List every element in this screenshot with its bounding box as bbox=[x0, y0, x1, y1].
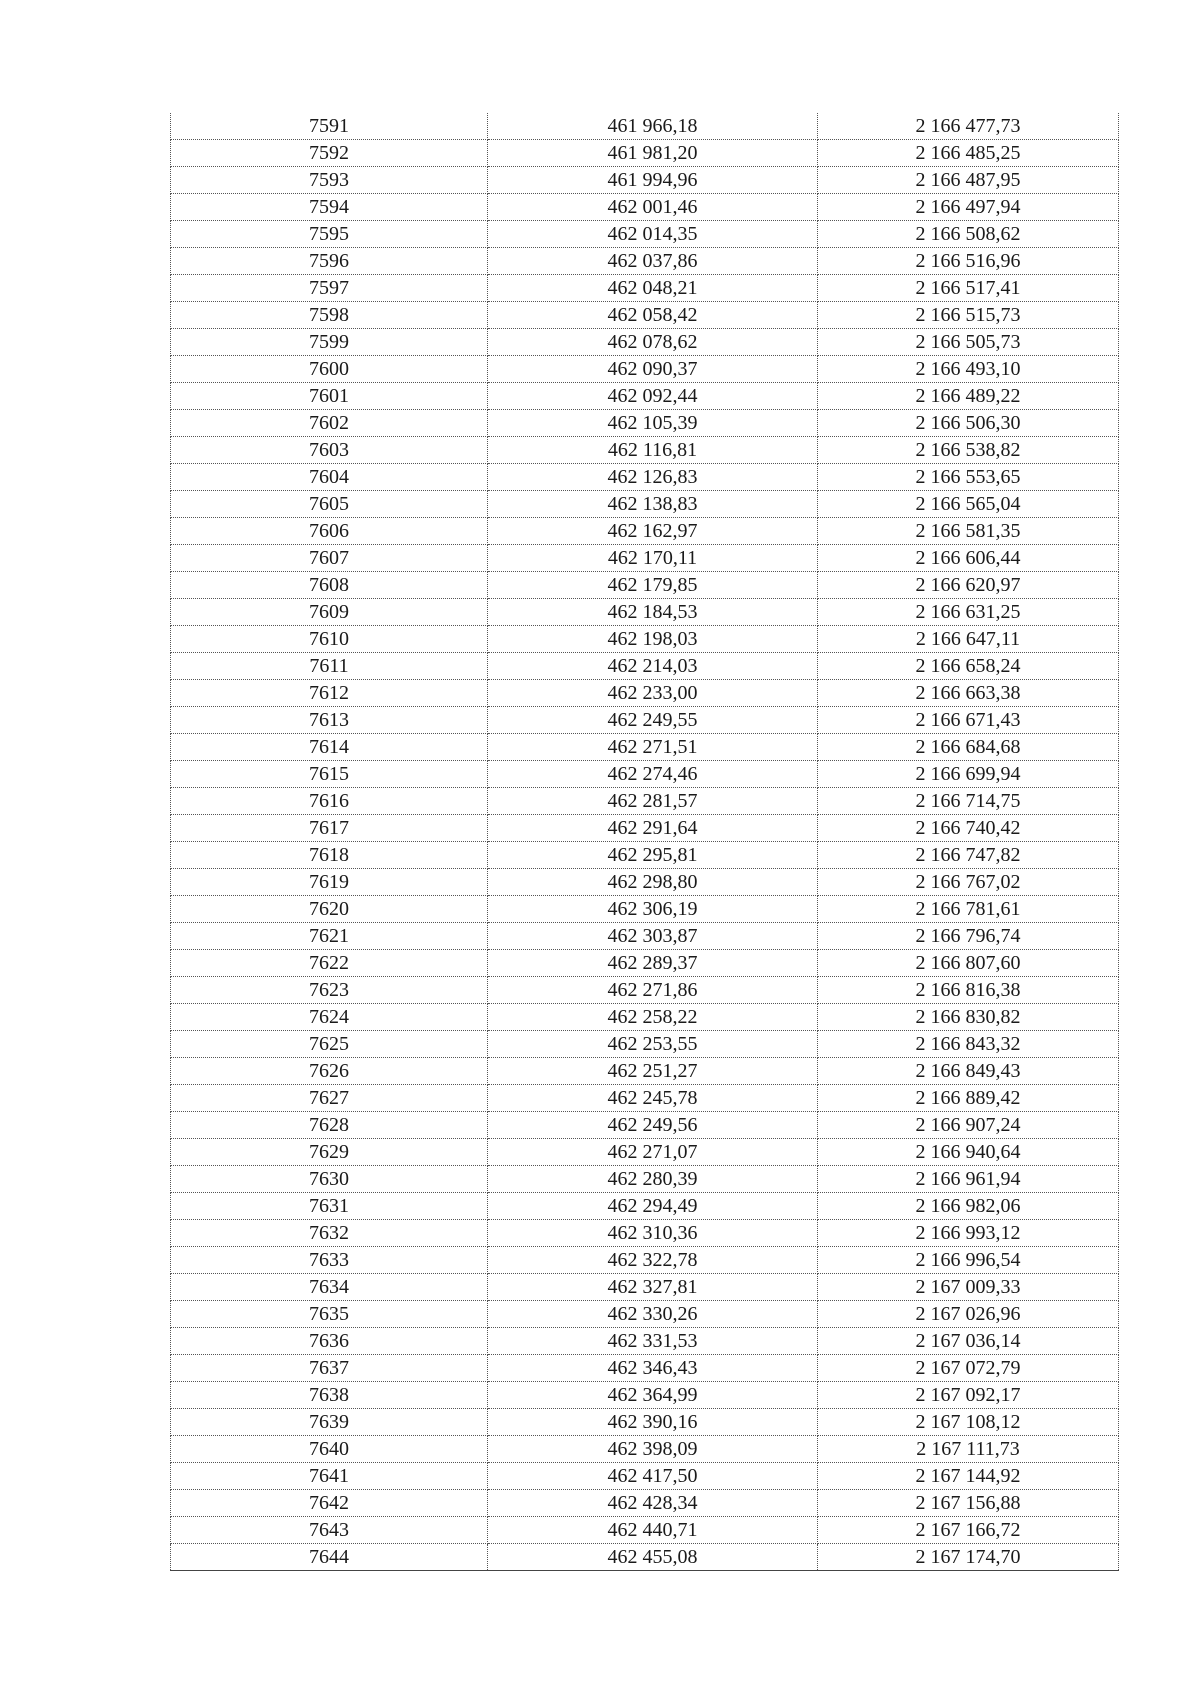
point-number-cell: 7644 bbox=[171, 1544, 488, 1571]
x-coordinate-cell: 462 331,53 bbox=[488, 1328, 818, 1355]
y-coordinate-cell: 2 166 489,22 bbox=[818, 383, 1119, 410]
table-row bbox=[171, 140, 1119, 167]
point-number-cell: 7618 bbox=[171, 842, 488, 869]
y-coordinate-cell: 2 166 671,43 bbox=[818, 707, 1119, 734]
point-number-cell: 7634 bbox=[171, 1274, 488, 1301]
x-coordinate-cell: 462 037,86 bbox=[488, 248, 818, 275]
x-coordinate-cell: 462 014,35 bbox=[488, 221, 818, 248]
x-coordinate-cell: 462 058,42 bbox=[488, 302, 818, 329]
table-row bbox=[171, 302, 1119, 329]
point-number-cell: 7622 bbox=[171, 950, 488, 977]
y-coordinate-cell: 2 166 816,38 bbox=[818, 977, 1119, 1004]
table-row bbox=[171, 761, 1119, 788]
point-number-cell: 7605 bbox=[171, 491, 488, 518]
x-coordinate-cell: 462 310,36 bbox=[488, 1220, 818, 1247]
point-number-cell: 7593 bbox=[171, 167, 488, 194]
y-coordinate-cell: 2 166 516,96 bbox=[818, 248, 1119, 275]
point-number-cell: 7626 bbox=[171, 1058, 488, 1085]
table-row bbox=[171, 923, 1119, 950]
point-number-cell: 7630 bbox=[171, 1166, 488, 1193]
point-number-cell: 7606 bbox=[171, 518, 488, 545]
point-number-cell: 7614 bbox=[171, 734, 488, 761]
y-coordinate-cell: 2 166 565,04 bbox=[818, 491, 1119, 518]
table-row bbox=[171, 842, 1119, 869]
x-coordinate-cell: 462 417,50 bbox=[488, 1463, 818, 1490]
x-coordinate-cell: 462 258,22 bbox=[488, 1004, 818, 1031]
point-number-cell: 7591 bbox=[171, 113, 488, 140]
y-coordinate-cell: 2 166 631,25 bbox=[818, 599, 1119, 626]
point-number-cell: 7597 bbox=[171, 275, 488, 302]
y-coordinate-cell: 2 166 506,30 bbox=[818, 410, 1119, 437]
table-row bbox=[171, 1220, 1119, 1247]
x-coordinate-cell: 462 295,81 bbox=[488, 842, 818, 869]
y-coordinate-cell: 2 166 553,65 bbox=[818, 464, 1119, 491]
y-coordinate-cell: 2 167 144,92 bbox=[818, 1463, 1119, 1490]
table-row bbox=[171, 248, 1119, 275]
x-coordinate-cell: 462 001,46 bbox=[488, 194, 818, 221]
x-coordinate-cell: 462 271,07 bbox=[488, 1139, 818, 1166]
point-number-cell: 7627 bbox=[171, 1085, 488, 1112]
table-row bbox=[171, 1139, 1119, 1166]
point-number-cell: 7625 bbox=[171, 1031, 488, 1058]
point-number-cell: 7602 bbox=[171, 410, 488, 437]
x-coordinate-cell: 462 090,37 bbox=[488, 356, 818, 383]
x-coordinate-cell: 462 184,53 bbox=[488, 599, 818, 626]
x-coordinate-cell: 462 303,87 bbox=[488, 923, 818, 950]
x-coordinate-cell: 461 994,96 bbox=[488, 167, 818, 194]
table-row bbox=[171, 1409, 1119, 1436]
table-row bbox=[171, 1436, 1119, 1463]
y-coordinate-cell: 2 166 807,60 bbox=[818, 950, 1119, 977]
point-number-cell: 7638 bbox=[171, 1382, 488, 1409]
point-number-cell: 7642 bbox=[171, 1490, 488, 1517]
x-coordinate-cell: 462 198,03 bbox=[488, 626, 818, 653]
point-number-cell: 7596 bbox=[171, 248, 488, 275]
y-coordinate-cell: 2 166 781,61 bbox=[818, 896, 1119, 923]
y-coordinate-cell: 2 166 830,82 bbox=[818, 1004, 1119, 1031]
x-coordinate-cell: 462 327,81 bbox=[488, 1274, 818, 1301]
x-coordinate-cell: 462 330,26 bbox=[488, 1301, 818, 1328]
table-row bbox=[171, 491, 1119, 518]
point-number-cell: 7636 bbox=[171, 1328, 488, 1355]
x-coordinate-cell: 462 138,83 bbox=[488, 491, 818, 518]
table-row bbox=[171, 1517, 1119, 1544]
table-row bbox=[171, 1355, 1119, 1382]
point-number-cell: 7615 bbox=[171, 761, 488, 788]
point-number-cell: 7621 bbox=[171, 923, 488, 950]
table-row bbox=[171, 1085, 1119, 1112]
x-coordinate-cell: 462 048,21 bbox=[488, 275, 818, 302]
table-row bbox=[171, 221, 1119, 248]
y-coordinate-cell: 2 167 174,70 bbox=[818, 1544, 1119, 1571]
table-row bbox=[171, 707, 1119, 734]
y-coordinate-cell: 2 166 843,32 bbox=[818, 1031, 1119, 1058]
x-coordinate-cell: 462 291,64 bbox=[488, 815, 818, 842]
table-row bbox=[171, 1004, 1119, 1031]
table-row bbox=[171, 1247, 1119, 1274]
table-row bbox=[171, 680, 1119, 707]
table-row bbox=[171, 275, 1119, 302]
x-coordinate-cell: 462 179,85 bbox=[488, 572, 818, 599]
table-row bbox=[171, 437, 1119, 464]
x-coordinate-cell: 462 126,83 bbox=[488, 464, 818, 491]
point-number-cell: 7603 bbox=[171, 437, 488, 464]
table-row bbox=[171, 734, 1119, 761]
point-number-cell: 7613 bbox=[171, 707, 488, 734]
x-coordinate-cell: 461 966,18 bbox=[488, 113, 818, 140]
table-row bbox=[171, 1166, 1119, 1193]
x-coordinate-cell: 462 162,97 bbox=[488, 518, 818, 545]
table-row bbox=[171, 464, 1119, 491]
table-row bbox=[171, 167, 1119, 194]
x-coordinate-cell: 462 251,27 bbox=[488, 1058, 818, 1085]
table-row bbox=[171, 113, 1119, 140]
y-coordinate-cell: 2 166 505,73 bbox=[818, 329, 1119, 356]
table-row bbox=[171, 653, 1119, 680]
y-coordinate-cell: 2 167 092,17 bbox=[818, 1382, 1119, 1409]
x-coordinate-cell: 462 214,03 bbox=[488, 653, 818, 680]
x-coordinate-cell: 462 105,39 bbox=[488, 410, 818, 437]
table-row bbox=[171, 626, 1119, 653]
x-coordinate-cell: 462 398,09 bbox=[488, 1436, 818, 1463]
y-coordinate-cell: 2 166 961,94 bbox=[818, 1166, 1119, 1193]
y-coordinate-cell: 2 166 487,95 bbox=[818, 167, 1119, 194]
y-coordinate-cell: 2 167 166,72 bbox=[818, 1517, 1119, 1544]
x-coordinate-cell: 462 281,57 bbox=[488, 788, 818, 815]
table-row bbox=[171, 410, 1119, 437]
table-row bbox=[171, 1328, 1119, 1355]
y-coordinate-cell: 2 166 849,43 bbox=[818, 1058, 1119, 1085]
y-coordinate-cell: 2 167 108,12 bbox=[818, 1409, 1119, 1436]
y-coordinate-cell: 2 167 026,96 bbox=[818, 1301, 1119, 1328]
x-coordinate-cell: 462 092,44 bbox=[488, 383, 818, 410]
table-row bbox=[171, 1490, 1119, 1517]
point-number-cell: 7637 bbox=[171, 1355, 488, 1382]
table-row bbox=[171, 815, 1119, 842]
table-row bbox=[171, 977, 1119, 1004]
y-coordinate-cell: 2 167 072,79 bbox=[818, 1355, 1119, 1382]
x-coordinate-cell: 462 271,86 bbox=[488, 977, 818, 1004]
table-row bbox=[171, 869, 1119, 896]
y-coordinate-cell: 2 166 993,12 bbox=[818, 1220, 1119, 1247]
y-coordinate-cell: 2 166 517,41 bbox=[818, 275, 1119, 302]
y-coordinate-cell: 2 166 699,94 bbox=[818, 761, 1119, 788]
x-coordinate-cell: 462 322,78 bbox=[488, 1247, 818, 1274]
table-row bbox=[171, 383, 1119, 410]
table-row bbox=[171, 518, 1119, 545]
y-coordinate-cell: 2 167 009,33 bbox=[818, 1274, 1119, 1301]
point-number-cell: 7610 bbox=[171, 626, 488, 653]
point-number-cell: 7641 bbox=[171, 1463, 488, 1490]
table-row bbox=[171, 896, 1119, 923]
table-row bbox=[171, 1544, 1119, 1571]
y-coordinate-cell: 2 166 940,64 bbox=[818, 1139, 1119, 1166]
x-coordinate-cell: 462 078,62 bbox=[488, 329, 818, 356]
point-number-cell: 7598 bbox=[171, 302, 488, 329]
table-row bbox=[171, 1112, 1119, 1139]
point-number-cell: 7612 bbox=[171, 680, 488, 707]
x-coordinate-cell: 462 390,16 bbox=[488, 1409, 818, 1436]
point-number-cell: 7639 bbox=[171, 1409, 488, 1436]
table-row bbox=[171, 356, 1119, 383]
point-number-cell: 7617 bbox=[171, 815, 488, 842]
x-coordinate-cell: 462 249,55 bbox=[488, 707, 818, 734]
x-coordinate-cell: 462 280,39 bbox=[488, 1166, 818, 1193]
y-coordinate-cell: 2 166 620,97 bbox=[818, 572, 1119, 599]
y-coordinate-cell: 2 166 606,44 bbox=[818, 545, 1119, 572]
x-coordinate-cell: 462 245,78 bbox=[488, 1085, 818, 1112]
y-coordinate-cell: 2 167 156,88 bbox=[818, 1490, 1119, 1517]
point-number-cell: 7616 bbox=[171, 788, 488, 815]
point-number-cell: 7620 bbox=[171, 896, 488, 923]
x-coordinate-cell: 462 249,56 bbox=[488, 1112, 818, 1139]
y-coordinate-cell: 2 166 647,11 bbox=[818, 626, 1119, 653]
table-row bbox=[171, 1274, 1119, 1301]
table-row bbox=[171, 788, 1119, 815]
x-coordinate-cell: 462 440,71 bbox=[488, 1517, 818, 1544]
table-row bbox=[171, 1193, 1119, 1220]
table-row bbox=[171, 329, 1119, 356]
point-number-cell: 7609 bbox=[171, 599, 488, 626]
table-row bbox=[171, 194, 1119, 221]
point-number-cell: 7632 bbox=[171, 1220, 488, 1247]
table-row bbox=[171, 1463, 1119, 1490]
y-coordinate-cell: 2 166 740,42 bbox=[818, 815, 1119, 842]
point-number-cell: 7595 bbox=[171, 221, 488, 248]
point-number-cell: 7631 bbox=[171, 1193, 488, 1220]
y-coordinate-cell: 2 166 538,82 bbox=[818, 437, 1119, 464]
point-number-cell: 7611 bbox=[171, 653, 488, 680]
y-coordinate-cell: 2 166 497,94 bbox=[818, 194, 1119, 221]
y-coordinate-cell: 2 166 658,24 bbox=[818, 653, 1119, 680]
point-number-cell: 7599 bbox=[171, 329, 488, 356]
point-number-cell: 7607 bbox=[171, 545, 488, 572]
table-row bbox=[171, 545, 1119, 572]
table-row bbox=[171, 1031, 1119, 1058]
point-number-cell: 7635 bbox=[171, 1301, 488, 1328]
x-coordinate-cell: 462 428,34 bbox=[488, 1490, 818, 1517]
x-coordinate-cell: 462 298,80 bbox=[488, 869, 818, 896]
point-number-cell: 7643 bbox=[171, 1517, 488, 1544]
y-coordinate-cell: 2 166 493,10 bbox=[818, 356, 1119, 383]
point-number-cell: 7633 bbox=[171, 1247, 488, 1274]
y-coordinate-cell: 2 166 907,24 bbox=[818, 1112, 1119, 1139]
x-coordinate-cell: 462 233,00 bbox=[488, 680, 818, 707]
coordinates-table-body bbox=[171, 113, 1119, 1571]
table-row bbox=[171, 1058, 1119, 1085]
x-coordinate-cell: 462 289,37 bbox=[488, 950, 818, 977]
point-number-cell: 7640 bbox=[171, 1436, 488, 1463]
y-coordinate-cell: 2 166 714,75 bbox=[818, 788, 1119, 815]
x-coordinate-cell: 462 253,55 bbox=[488, 1031, 818, 1058]
point-number-cell: 7629 bbox=[171, 1139, 488, 1166]
y-coordinate-cell: 2 166 889,42 bbox=[818, 1085, 1119, 1112]
point-number-cell: 7604 bbox=[171, 464, 488, 491]
y-coordinate-cell: 2 166 982,06 bbox=[818, 1193, 1119, 1220]
point-number-cell: 7594 bbox=[171, 194, 488, 221]
y-coordinate-cell: 2 167 111,73 bbox=[818, 1436, 1119, 1463]
table-row bbox=[171, 599, 1119, 626]
y-coordinate-cell: 2 166 508,62 bbox=[818, 221, 1119, 248]
y-coordinate-cell: 2 166 996,54 bbox=[818, 1247, 1119, 1274]
point-number-cell: 7600 bbox=[171, 356, 488, 383]
y-coordinate-cell: 2 166 747,82 bbox=[818, 842, 1119, 869]
y-coordinate-cell: 2 166 477,73 bbox=[818, 113, 1119, 140]
x-coordinate-cell: 462 271,51 bbox=[488, 734, 818, 761]
x-coordinate-cell: 462 274,46 bbox=[488, 761, 818, 788]
y-coordinate-cell: 2 167 036,14 bbox=[818, 1328, 1119, 1355]
point-number-cell: 7619 bbox=[171, 869, 488, 896]
point-number-cell: 7592 bbox=[171, 140, 488, 167]
y-coordinate-cell: 2 166 796,74 bbox=[818, 923, 1119, 950]
y-coordinate-cell: 2 166 663,38 bbox=[818, 680, 1119, 707]
x-coordinate-cell: 462 346,43 bbox=[488, 1355, 818, 1382]
x-coordinate-cell: 462 306,19 bbox=[488, 896, 818, 923]
point-number-cell: 7624 bbox=[171, 1004, 488, 1031]
coordinates-table bbox=[170, 113, 1119, 1571]
y-coordinate-cell: 2 166 684,68 bbox=[818, 734, 1119, 761]
point-number-cell: 7608 bbox=[171, 572, 488, 599]
point-number-cell: 7628 bbox=[171, 1112, 488, 1139]
x-coordinate-cell: 462 364,99 bbox=[488, 1382, 818, 1409]
x-coordinate-cell: 462 116,81 bbox=[488, 437, 818, 464]
table-row bbox=[171, 1382, 1119, 1409]
table-row bbox=[171, 950, 1119, 977]
table-row bbox=[171, 572, 1119, 599]
y-coordinate-cell: 2 166 485,25 bbox=[818, 140, 1119, 167]
point-number-cell: 7623 bbox=[171, 977, 488, 1004]
point-number-cell: 7601 bbox=[171, 383, 488, 410]
x-coordinate-cell: 462 170,11 bbox=[488, 545, 818, 572]
x-coordinate-cell: 462 294,49 bbox=[488, 1193, 818, 1220]
table-row bbox=[171, 1301, 1119, 1328]
y-coordinate-cell: 2 166 767,02 bbox=[818, 869, 1119, 896]
x-coordinate-cell: 461 981,20 bbox=[488, 140, 818, 167]
y-coordinate-cell: 2 166 581,35 bbox=[818, 518, 1119, 545]
y-coordinate-cell: 2 166 515,73 bbox=[818, 302, 1119, 329]
x-coordinate-cell: 462 455,08 bbox=[488, 1544, 818, 1571]
